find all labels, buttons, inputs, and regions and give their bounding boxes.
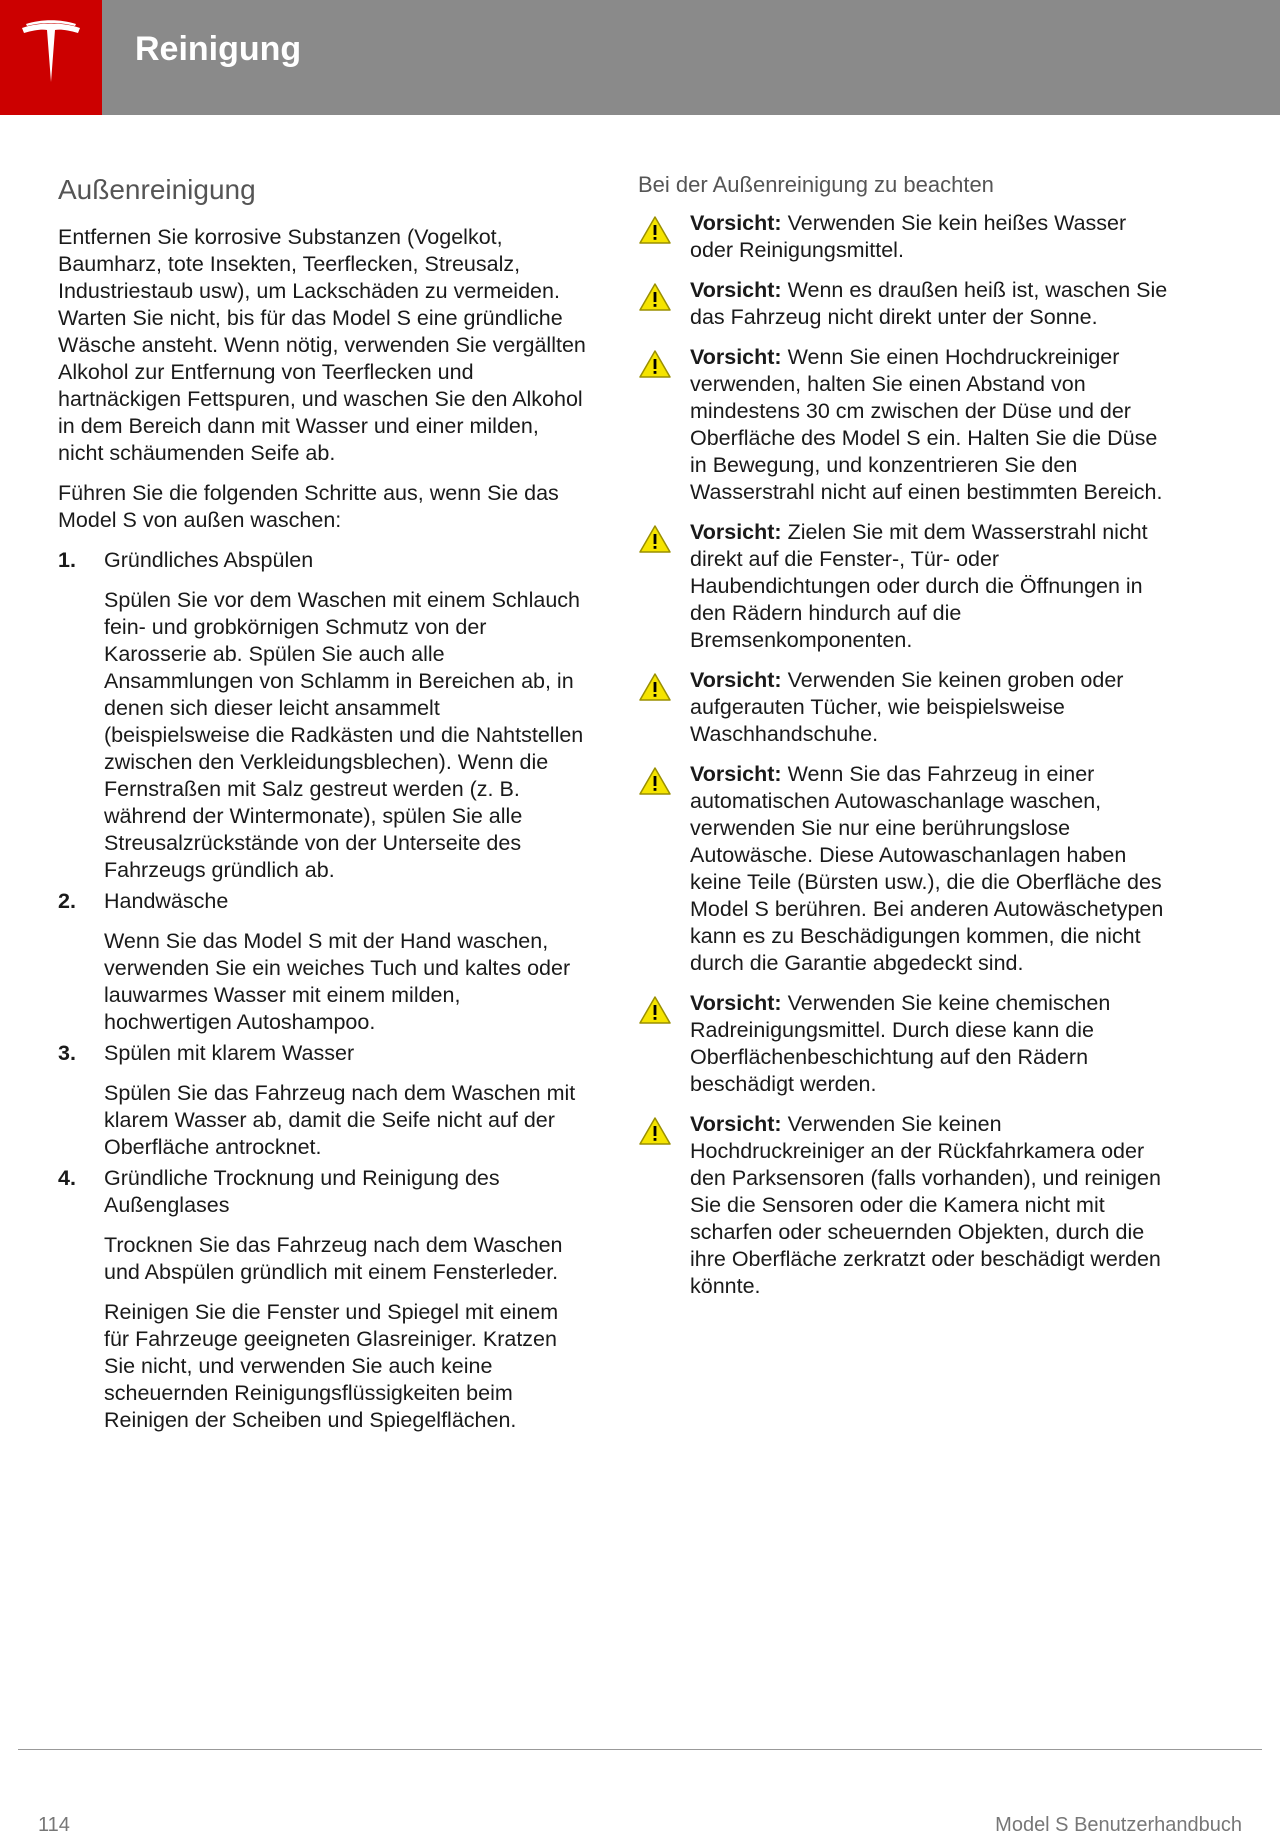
caution-text: Zielen Sie mit dem Wasserstrahl nicht direkt auf die Fenster-, Tür- oder Haubendichtungen oder durch die Öffnungen in den Rädern hindurch auf die Bremsenkomponenten. <box>690 520 1148 652</box>
page-header <box>0 0 1280 115</box>
section-heading: Außenreinigung <box>58 174 256 205</box>
list-item <box>58 547 586 884</box>
warning-triangle-icon <box>638 672 672 702</box>
caution-item <box>638 761 1168 977</box>
warnings-list <box>638 210 1168 1300</box>
warning-triangle-icon <box>638 282 672 312</box>
caution-label: Vorsicht: <box>690 520 782 544</box>
brand-logo <box>0 0 102 115</box>
warning-triangle-icon <box>638 995 672 1025</box>
caution-item <box>638 210 1168 264</box>
step-title: Gründliches Abspülen <box>104 548 314 572</box>
footer-divider <box>18 1749 1262 1750</box>
list-item <box>58 888 586 1036</box>
caution-label: Vorsicht: <box>690 991 782 1015</box>
step-number: 3. <box>58 1041 76 1065</box>
caution-text: Verwenden Sie keinen groben oder aufgerauten Tücher, wie beispielsweise Waschhandschuhe. <box>690 668 1124 746</box>
left-column <box>58 168 586 1438</box>
list-item <box>58 1165 586 1434</box>
warning-triangle-icon <box>638 766 672 796</box>
step-description: Spülen Sie das Fahrzeug nach dem Waschen mit klarem Wasser ab, damit die Seife nicht auf der Oberfläche antrocknet. <box>104 1081 576 1159</box>
step-number: 2. <box>58 889 76 913</box>
caution-text: Wenn es draußen heiß ist, waschen Sie das Fahrzeug nicht direkt unter der Sonne. <box>690 278 1168 329</box>
step-title: Handwäsche <box>104 889 229 913</box>
caution-item <box>638 667 1168 748</box>
step-number: 1. <box>58 548 76 572</box>
warning-triangle-icon <box>638 215 672 245</box>
step-number: 4. <box>58 1166 76 1190</box>
caution-item <box>638 277 1168 331</box>
caution-label: Vorsicht: <box>690 211 782 235</box>
caution-item <box>638 344 1168 506</box>
intro-paragraph: Entfernen Sie korrosive Substanzen (Vogelkot, Baumharz, tote Insekten, Teerflecken, Streusalz, Industriestaub usw), um Lackschäden zu vermeiden. Warten Sie nicht, bis für das Model S eine gründliche Wäsche ansteht. Wenn nötig, verwenden Sie vergällten Alkohol zur Entfernung von Teerflecken und hartnäckigen Fettspuren, und waschen Sie den Alkohol in dem Bereich dann mit Wasser und einer milden, nicht schäumenden Seife ab. <box>58 225 586 465</box>
caution-label: Vorsicht: <box>690 278 782 302</box>
document-name: Model S Benutzerhandbuch <box>995 1814 1242 1836</box>
warning-triangle-icon <box>638 1116 672 1146</box>
step-description: Wenn Sie das Model S mit der Hand waschen, verwenden Sie ein weiches Tuch und kaltes oder lauwarmes Wasser mit einem milden, hochwertigen Autoshampoo. <box>104 929 571 1034</box>
caution-label: Vorsicht: <box>690 762 782 786</box>
step-description: Reinigen Sie die Fenster und Spiegel mit einem für Fahrzeuge geeigneten Glasreiniger. Kratzen Sie nicht, und verwenden Sie auch keine scheuernden Reinigungsflüssigkeiten beim Reinigen der Scheiben und Spiegelflächen. <box>104 1300 559 1432</box>
step-title: Spülen mit klarem Wasser <box>104 1041 355 1065</box>
subsection-heading: Bei der Außenreinigung zu beachten <box>638 172 994 197</box>
caution-label: Vorsicht: <box>690 668 782 692</box>
caution-text: Verwenden Sie keinen Hochdruckreiniger an der Rückfahrkamera oder den Parksensoren (falls vorhanden), und reinigen Sie die Sensoren oder die Kamera nicht mit scharfen oder scheuernden Objekten, durch die ihre Oberfläche zerkratzt oder beschädigt werden könnte. <box>690 1112 1161 1298</box>
caution-label: Vorsicht: <box>690 345 782 369</box>
caution-item <box>638 990 1168 1098</box>
step-title: Gründliche Trocknung und Reinigung des Außenglases <box>104 1166 500 1217</box>
caution-text: Wenn Sie einen Hochdruckreiniger verwenden, halten Sie einen Abstand von mindestens 30 cm zwischen der Düse und der Oberfläche des Model S ein. Halten Sie die Düse in Bewegung, und konzentrieren Sie den Wasserstrahl nicht auf einen bestimmten Bereich. <box>690 345 1163 504</box>
page-number: 114 <box>38 1814 70 1836</box>
warning-triangle-icon <box>638 524 672 554</box>
caution-label: Vorsicht: <box>690 1112 782 1136</box>
step-description: Trocknen Sie das Fahrzeug nach dem Waschen und Abspülen gründlich mit einem Fensterleder. <box>104 1233 563 1284</box>
caution-text: Verwenden Sie kein heißes Wasser oder Reinigungsmittel. <box>690 211 1127 262</box>
caution-text: Verwenden Sie keine chemischen Radreinigungsmittel. Durch diese kann die Oberflächenbeschichtung auf den Rädern beschädigt werden. <box>690 991 1111 1096</box>
caution-item <box>638 519 1168 654</box>
caution-text: Wenn Sie das Fahrzeug in einer automatischen Autowaschanlage waschen, verwenden Sie nur eine berührungslose Autowäsche. Diese Autowaschanlagen haben keine Teile (Bürsten usw.), die die Oberfläche des Model S berühren. Bei anderen Autowäschetypen kann es zu Beschädigungen kommen, die nicht durch die Garantie abgedeckt sind. <box>690 762 1164 975</box>
warning-triangle-icon <box>638 349 672 379</box>
right-column <box>638 168 1168 1313</box>
washing-steps-list <box>58 547 586 1434</box>
steps-intro-paragraph: Führen Sie die folgenden Schritte aus, wenn Sie das Model S von außen waschen: <box>58 481 559 532</box>
list-item <box>58 1040 586 1161</box>
tesla-logo-icon <box>16 20 86 90</box>
page-title: Reinigung <box>135 30 302 68</box>
step-description: Spülen Sie vor dem Waschen mit einem Schlauch fein- und grobkörnigen Schmutz von der Karosserie ab. Spülen Sie auch alle Ansammlungen von Schlamm in Bereichen ab, in denen sich dieser leicht ansammelt (beispielsweise die Radkästen und die Nahtstellen zwischen den Verkleidungsblechen). Wenn die Fernstraßen mit Salz gestreut werden (z. B. während der Wintermonate), spülen Sie alle Streusalzrückstände von der Unterseite des Fahrzeugs gründlich ab. <box>104 588 584 882</box>
caution-item <box>638 1111 1168 1300</box>
